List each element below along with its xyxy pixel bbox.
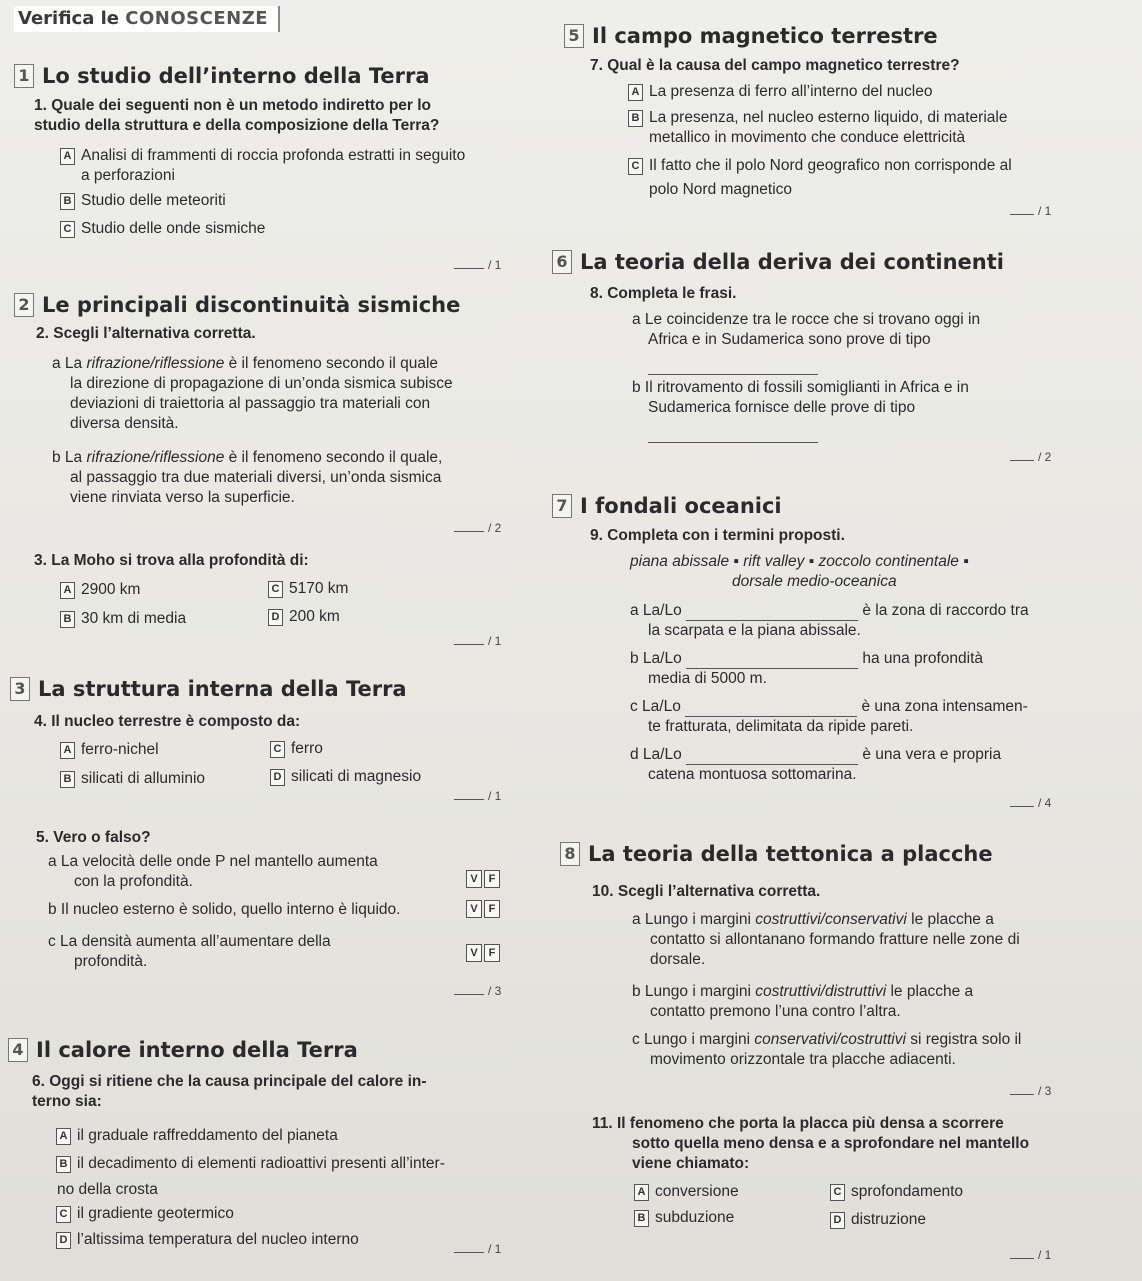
section-number: 3 — [10, 677, 30, 701]
true-box[interactable]: V — [466, 900, 482, 918]
answer-blank[interactable] — [686, 648, 858, 669]
section-title: Le principali discontinuità sismiche — [42, 293, 461, 317]
option-a[interactable]: A ferro-nichel — [60, 740, 159, 760]
section-number: 5 — [564, 24, 584, 48]
option-c[interactable]: C il gradiente geotermico — [56, 1204, 234, 1224]
section-8-header — [560, 842, 993, 866]
section-number: 8 — [560, 842, 580, 866]
section-5-header — [564, 24, 938, 48]
answer-blank[interactable] — [648, 354, 818, 375]
section-4-header — [8, 1038, 358, 1062]
question-11: 11. Il fenomeno che porta la placca più densa a scorrere sotto quella meno densa e a sprofondare nel mantello viene chiamato: — [592, 1115, 1030, 1172]
header-prefix: Verifica le — [18, 8, 120, 29]
question-8a: a Le coincidenze tra le rocce che si trovano oggi in Africa e in Sudamerica sono prove di tipo — [632, 310, 980, 375]
question-9c: c La/Lo è una zona intensamen- te fratturata, delimitata da ripide pareti. — [630, 698, 1028, 735]
question-5b: b Il nucleo esterno è solido, quello interno è liquido. — [48, 901, 401, 918]
header-highlight: CONOSCENZE — [125, 8, 269, 29]
answer-blank[interactable] — [686, 744, 858, 765]
option-b[interactable]: B silicati di alluminio — [60, 769, 205, 789]
score-field[interactable]: / 2 — [1010, 450, 1051, 464]
score-field[interactable]: / 4 — [1010, 796, 1051, 810]
score-field[interactable]: / 1 — [454, 258, 501, 272]
question-10b: b Lungo i margini costruttivi/distruttivi le placche a contatto premono l’una contro l’altra. — [632, 983, 974, 1020]
question-8b: b Il ritrovamento di fossili somiglianti in Africa e in Sudamerica fornisce delle prove di tipo — [632, 378, 969, 443]
true-false-a[interactable] — [466, 870, 500, 888]
question-9a: a La/Lo è la zona di raccordo tra la scarpata e la piana abissale. — [630, 602, 1029, 639]
option-b[interactable]: B subduzione — [634, 1208, 734, 1228]
question-4: 4. Il nucleo terrestre è composto da: — [34, 713, 301, 730]
option-d[interactable]: D 200 km — [268, 607, 340, 627]
section-number: 7 — [552, 494, 572, 518]
answer-blank[interactable] — [686, 600, 858, 621]
true-box[interactable]: V — [466, 870, 482, 888]
option-b[interactable]: B Studio delle meteoriti — [60, 191, 226, 211]
question-5: 5. Vero o falso? — [36, 829, 151, 846]
option-b[interactable]: B La presenza, nel nucleo esterno liquido, di materiale metallico in movimento che conduce elettricità — [628, 108, 1007, 148]
section-title: Il campo magnetico terrestre — [592, 24, 938, 48]
option-c[interactable]: C Il fatto che il polo Nord geografico non corrisponde al polo Nord magnetico — [628, 156, 1012, 200]
question-3: 3. La Moho si trova alla profondità di: — [34, 552, 309, 569]
option-d[interactable]: D l’altissima temperatura del nucleo interno — [56, 1230, 359, 1250]
question-2b: b La rifrazione/riflessione è il fenomeno secondo il quale, al passaggio tra due materiali diversi, un’onda sismica viene rinviata verso la superficie. — [52, 449, 443, 506]
answer-blank[interactable] — [685, 696, 857, 717]
question-10: 10. Scegli l’alternativa corretta. — [592, 883, 821, 900]
score-field[interactable]: / 1 — [1010, 1248, 1051, 1262]
section-title: La teoria della tettonica a placche — [588, 842, 993, 866]
section-number: 2 — [14, 293, 34, 317]
score-field[interactable]: / 3 — [454, 984, 501, 998]
false-box[interactable]: F — [484, 870, 500, 888]
question-1: 1. Quale dei seguenti non è un metodo indiretto per lo studio della struttura e della composizione della Terra? — [34, 97, 440, 134]
option-c[interactable]: C ferro — [270, 739, 323, 759]
false-box[interactable]: F — [484, 944, 500, 962]
option-d[interactable]: D distruzione — [830, 1210, 926, 1230]
question-7: 7. Qual è la causa del campo magnetico terrestre? — [590, 57, 960, 74]
option-b[interactable]: B 30 km di media — [60, 609, 186, 629]
question-5a: a La velocità delle onde P nel mantello aumenta con la profondità. — [48, 853, 378, 890]
option-a[interactable]: A conversione — [634, 1182, 739, 1202]
section-number: 1 — [14, 64, 34, 88]
option-d[interactable]: D silicati di magnesio — [270, 767, 421, 787]
score-field[interactable]: / 1 — [454, 634, 501, 648]
section-title: Il calore interno della Terra — [36, 1038, 358, 1062]
section-title: I fondali oceanici — [580, 494, 782, 518]
section-number: 6 — [552, 250, 572, 274]
question-8: 8. Completa le frasi. — [590, 285, 737, 302]
question-9b: b La/Lo ha una profondità media di 5000 m. — [630, 650, 983, 687]
term-list: piana abissale ▪ rift valley ▪ zoccolo continentale ▪ dorsale medio-oceanica — [630, 553, 969, 590]
section-7-header — [552, 494, 782, 518]
section-number: 4 — [8, 1038, 28, 1062]
section-title: La teoria della deriva dei continenti — [580, 250, 1004, 274]
question-2a: a La rifrazione/riflessione è il fenomeno secondo il quale la direzione di propagazione di un’onda sismica subisce deviazioni di traiettoria al passaggio tra materiali con diversa densità. — [52, 355, 453, 432]
question-9: 9. Completa con i termini proposti. — [590, 527, 845, 544]
score-field[interactable]: / 3 — [1010, 1084, 1051, 1098]
question-6: 6. Oggi si ritiene che la causa principale del calore in- terno sia: — [32, 1073, 427, 1110]
section-1-header — [14, 64, 430, 88]
header-tag — [14, 6, 280, 32]
true-false-c[interactable] — [466, 944, 500, 962]
option-a[interactable]: A La presenza di ferro all’interno del nucleo — [628, 82, 932, 102]
score-field[interactable]: / 1 — [454, 1242, 501, 1256]
true-false-b[interactable] — [466, 900, 500, 918]
answer-blank[interactable] — [648, 422, 818, 443]
section-title: La struttura interna della Terra — [38, 677, 407, 701]
score-field[interactable]: / 1 — [1010, 204, 1051, 218]
option-a[interactable]: A Analisi di frammenti di roccia profonda estratti in seguito a perforazioni — [60, 146, 465, 186]
section-3-header — [10, 677, 407, 701]
question-10c: c Lungo i margini conservativi/costruttivi si registra solo il movimento orizzontale tra placche adiacenti. — [632, 1031, 1022, 1068]
option-a[interactable]: A il graduale raffreddamento del pianeta — [56, 1126, 338, 1146]
question-9d: d La/Lo è una vera e propria catena montuosa sottomarina. — [630, 746, 1002, 783]
option-b[interactable]: B il decadimento di elementi radioattivi presenti all’inter- no della crosta — [57, 1155, 445, 1198]
option-a[interactable]: A 2900 km — [60, 580, 140, 600]
false-box[interactable]: F — [484, 900, 500, 918]
option-c[interactable]: C Studio delle onde sismiche — [60, 219, 265, 239]
section-6-header — [552, 250, 1004, 274]
section-2-header — [14, 293, 460, 317]
question-5c: c La densità aumenta all’aumentare della profondità. — [48, 933, 331, 970]
score-field[interactable]: / 1 — [454, 789, 501, 803]
score-field[interactable]: / 2 — [454, 521, 501, 535]
section-title: Lo studio dell’interno della Terra — [42, 64, 430, 88]
option-c[interactable]: C sprofondamento — [830, 1182, 963, 1202]
question-2: 2. Scegli l’alternativa corretta. — [36, 325, 256, 342]
true-box[interactable]: V — [466, 944, 482, 962]
option-c[interactable]: C 5170 km — [268, 579, 348, 599]
question-10a: a Lungo i margini costruttivi/conservativi le placche a contatto si allontanano formando fratture nelle zone di dorsale. — [632, 911, 1020, 968]
